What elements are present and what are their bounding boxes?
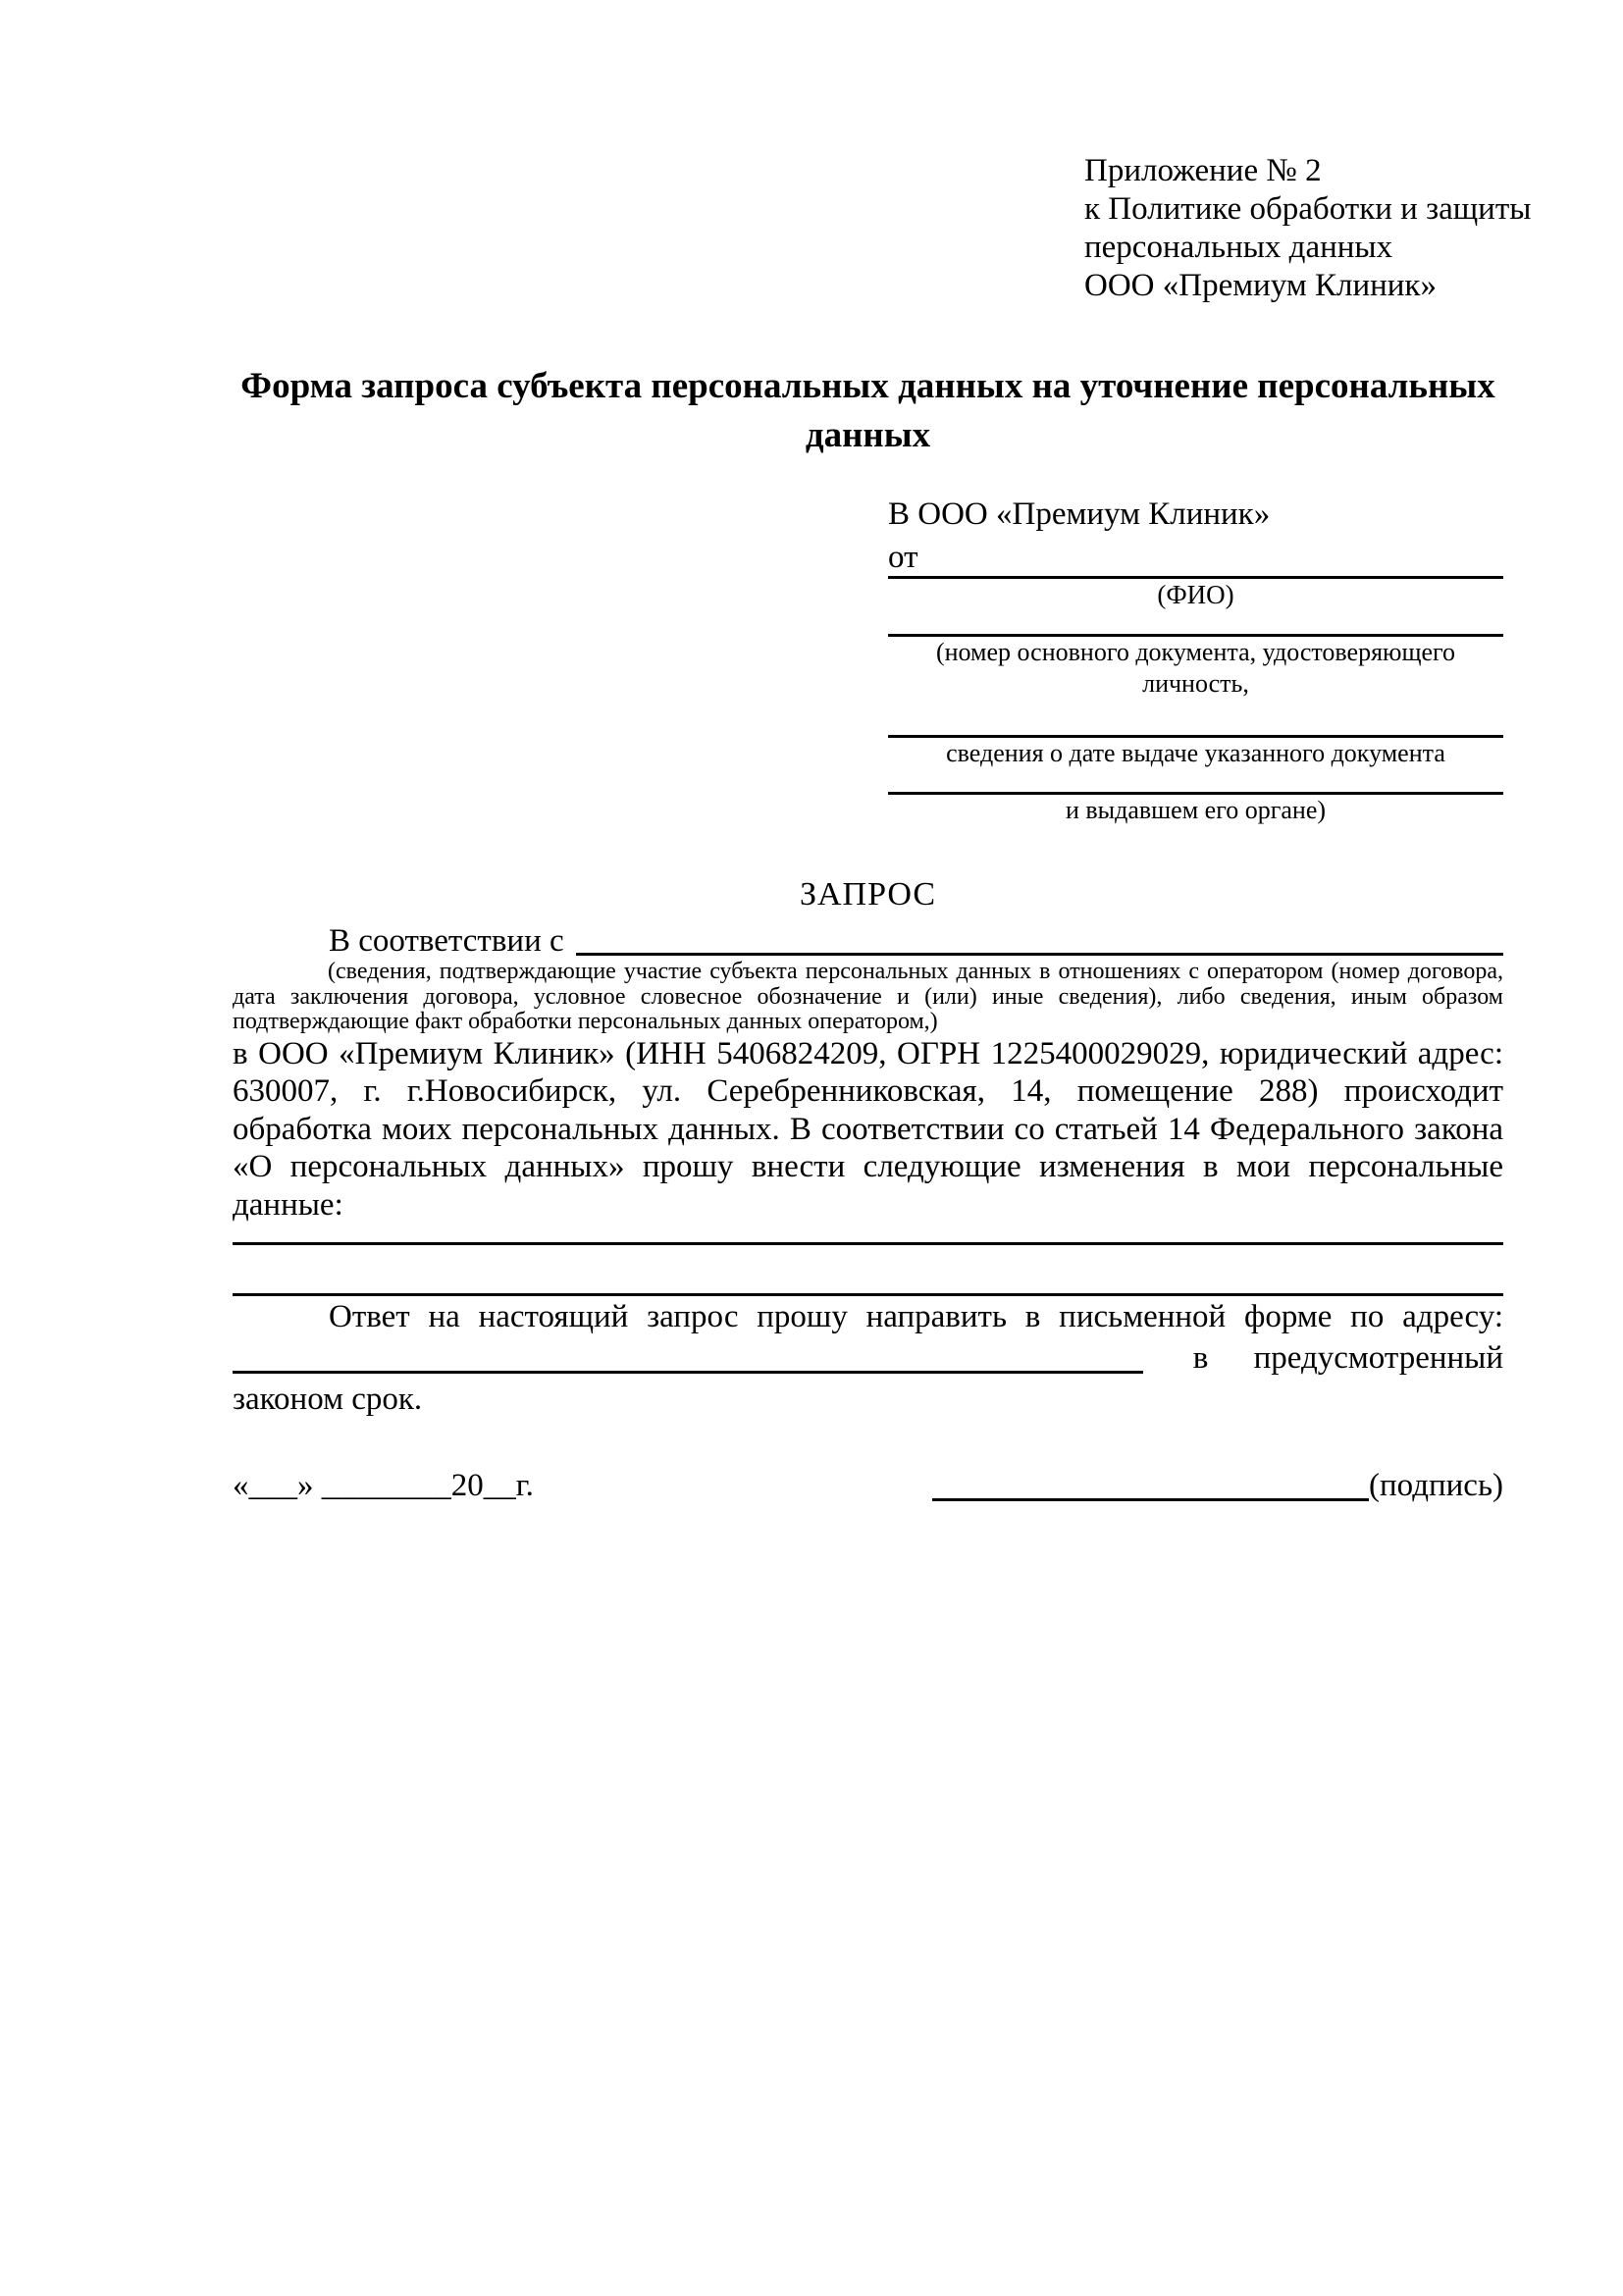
doc-number-blank-line [888,610,1503,637]
note-text: (сведения, подтверждающие участие субъекта персональных данных в отношениях с оператором (номер договора, дата заключения договора, условное словесное обозначение и (или) иные сведения), либо сведения, иным образом подтверждающие факт обработки персональных данных оператором,) [233,959,1503,1034]
reply-line-2-suffix: в предусмотренный [1192,1340,1503,1376]
reply-line-3: законом срок. [233,1382,423,1417]
intro-line [233,922,1503,960]
signature-blank-line [932,1498,1369,1501]
intro-blank-line [576,953,1503,956]
appendix-note [1084,152,1532,305]
fio-label: (ФИО) [1157,580,1234,609]
appendix-line-2: к Политике обработки и защиты [1084,191,1532,227]
issue-org-label: и выдавшем его органе) [1065,796,1327,824]
reply-line-1: Ответ на настоящий запрос прошу направить в письменной форме по адресу: [329,1299,1503,1334]
request-heading: ЗАПРОС [799,876,937,913]
reply-line-2 [233,1337,1503,1379]
addressee-to: В ООО «Премиум Клиник» [888,496,1271,532]
footer-row [233,1465,1503,1506]
page-content [233,152,1532,1506]
issue-org-blank-line [888,769,1503,795]
appendix-line-4: ООО «Премиум Клиник» [1084,268,1437,303]
addressee-from: от [888,540,918,575]
signature-group [932,1465,1503,1506]
intro-prefix: В соответствии с [329,923,564,959]
changes-blank-line-2 [233,1245,1503,1296]
document-title: Форма запроса субъекта персональных данных на уточнение персональных данных [240,366,1495,455]
appendix-line-1: Приложение № 2 [1084,153,1322,188]
signature-label: (подпись) [1369,1468,1503,1503]
reply-paragraph [233,1296,1503,1420]
addressee-block [888,493,1503,826]
body-text: в ООО «Премиум Клиник» (ИНН 5406824209, ОГРН 1225400029029, юридический адрес: 630007, г. г.Новосибирск, ул. Серебренниковская, 14, помещение 288) происходит обработка моих персональных данных. В соответствии со статьей 14 Федерального закона «О персональных данных» прошу внести следующие изменения в мои персональные данные: [233,1035,1503,1223]
doc-number-label: (номер основного документа, удостоверяющего личность, [935,638,1456,698]
date-line: «___» ________20__г. [233,1468,534,1503]
changes-blank-line-1 [233,1224,1503,1245]
issue-date-blank-line [888,700,1503,738]
appendix-line-3: персональных данных [1084,230,1393,265]
issue-date-label: сведения о дате выдаче указанного документа [946,739,1445,767]
address-blank-line [233,1371,1143,1374]
